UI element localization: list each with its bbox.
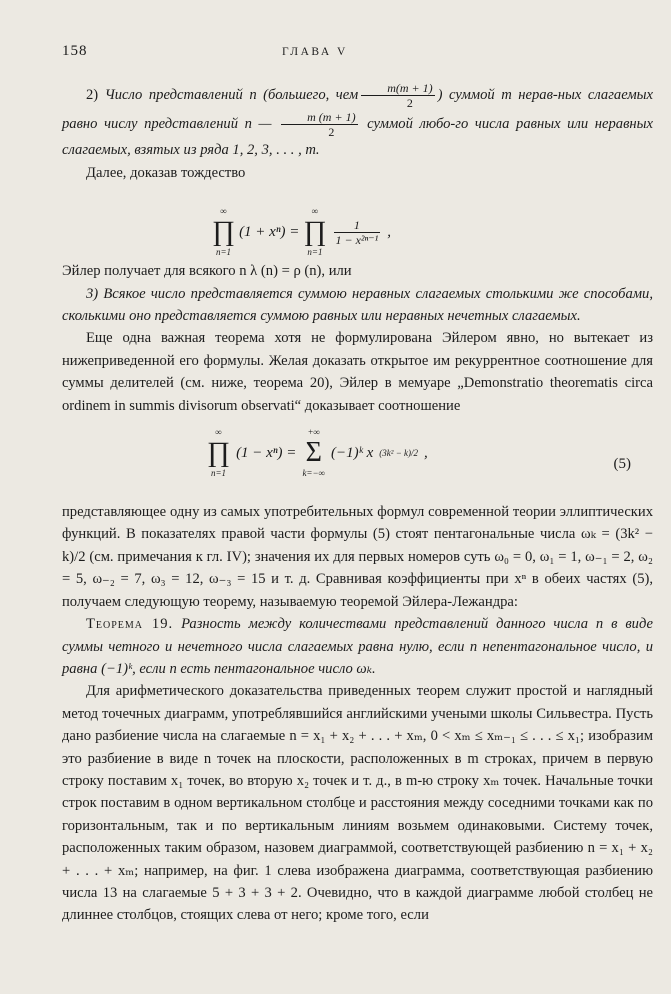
- paragraph: Эйлер получает для всякого n λ (n) = ρ (n), или: [62, 263, 352, 280]
- exponent: (3k² − k)/2: [379, 447, 419, 458]
- theorem-19: [62, 613, 653, 680]
- statement-2: 2) Число представлений n (большего, чем $\frac{m(m + 1)}{2}$ ) суммой m нерав-ных слагаемых равно числу представлений n — $\frac{m (m + 1)}{2}$ суммой любо-го числа равных или неравных слагаемых, взятых из ряда 1, 2, 3, . . . , m.: [62, 81, 654, 159]
- identity-formula: ∞ ∏ n=1 (1 + xⁿ) = ∞ ∏ n=1 $\frac{1}{\text{1 − x²ⁿ⁻¹}}$ ,: [212, 206, 391, 258]
- fraction: $\frac{m(m + 1)}{2}$: [361, 81, 434, 110]
- paragraph: Для арифметического доказательства приведенных теорем служит простой и наглядный метод точечных диаграмм, употреблявшийся английскими учеными школы Сильвестра. Пусть дано разбиение числа на слагаемые n = x₁ + x₂ + . . . + xₘ, 0 < xₘ ≤ xₘ₋₁ ≤ . . . ≤ x₁; изобразим это разбиение в виде n точек на плоскости, расположенных в m строках, причем в первую строку поставим x₁ точек, во вторую x₂ точек и т. д., в m-ю строку xₘ точек. Начальные точки строк поставим в одном вертикальном столбце и расстояния между соседними точками как по горизонтальным, так и по вертикальным линиям возьмем одинаковыми. Систему точек, расположенных таким образом, назовем диаграммой, соответствующей разбиению n = x₁ + x₂ + . . . + xₘ; например, на фиг. 1 слева изображена диаграмма, соответствующая разбиению числа 13 на слагаемые 5 + 3 + 3 + 2. Очевидно, что в каждой диаграмме любой столбец не длиннее столбцов, стоящих слева от него; кроме того, если: [62, 683, 653, 924]
- page-number: 158: [62, 43, 88, 59]
- product-operator: ∞ ∏ n=1: [207, 427, 231, 479]
- fraction: $\frac{1}{\text{1 − x²ⁿ⁻¹}}$: [335, 217, 379, 247]
- paragraph: Еще одна важная теорема хотя не формулирована Эйлером явно, но вытекает из нижеприведенной его формулы. Желая доказать открытое им рекуррентное соотношение для суммы делителей (см. ниже, теорема 20), Эйлер в мемуаре „Demonstratio theorematis circa ordinem in summis divisorum observati“ доказывает соотношение: [62, 330, 653, 414]
- theorem-label: Теорема 19.: [86, 616, 174, 633]
- product-operator: ∞ ∏ n=1: [303, 206, 327, 258]
- product-operator: ∞ ∏ n=1: [212, 206, 236, 258]
- statement-3: 3) Всякое число представляется суммою неравных слагаемых столькими же способами, сколькими оно представляется суммою равных или неравных нечетных слагаемых.: [62, 285, 653, 325]
- pentagonal-formula: ∞ ∏ n=1 (1 − xⁿ) = +∞ Σ k=−∞ (−1)ᵏ x (3k² − k)/2 , (5): [207, 427, 631, 479]
- paragraph: Далее, доказав тождество: [86, 164, 246, 181]
- fraction: $\frac{m (m + 1)}{2}$: [281, 110, 357, 139]
- chapter-title: ГЛАВА V: [282, 46, 348, 58]
- paragraph: представляющее одну из самых употребительных формул современной теории эллиптических функций. В показателях правой части формулы (5) стоят пентагональные числа ωₖ = (3k² − k)/2 (см. примечания к гл. IV); значения их для первых номеров суть ω₀ = 0, ω₁ = 1, ω₋₁ = 2, ω₂ = 5, ω₋₂ = 7, ω₃ = 12, ω₋₃ = 15 и т. д. Сравнивая коэффициенты при xⁿ в обеих частях (5), получаем следующую теорему, называемую теоремой Эйлера-Лежандра:: [62, 504, 653, 610]
- equation-number: (5): [613, 456, 631, 473]
- sum-operator: +∞ Σ k=−∞: [302, 427, 325, 479]
- running-header: [62, 40, 653, 63]
- theorem-text: Разность между количествами представлений данного числа n в виде суммы четного и нечетного числа слагаемых равна нулю, если n непентагональное число, и равна (−1)ᵏ, если n есть пентагональное число ωₖ.: [62, 616, 653, 677]
